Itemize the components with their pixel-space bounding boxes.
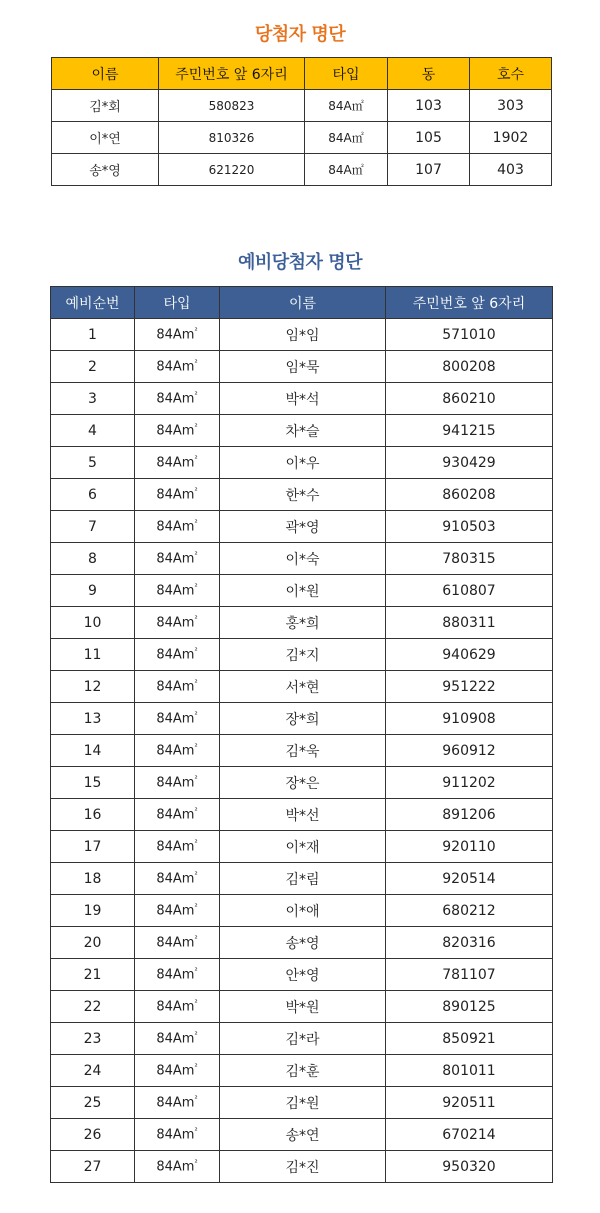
reserve-title: 예비당첨자 명단 [238,252,362,273]
reserve-name: 이*우 [220,447,386,479]
reserve-type-base: 84Am [156,615,195,631]
table-row [51,479,553,511]
reserve-type-sup: ² [194,870,198,880]
winners-header-id: 주민번호 앞 6자리 [159,58,305,90]
reserve-table [50,286,553,1183]
reserve-type-sup: ² [194,934,198,944]
table-row [51,671,553,703]
reserve-type-base: 84Am [156,775,195,791]
reserve-order: 19 [51,895,135,927]
winner-type: 84A㎡ [305,154,388,186]
reserve-type-sup: ² [194,486,198,496]
table-row [51,511,553,543]
reserve-type-sup: ² [194,550,198,560]
reserve-type-base: 84Am [156,327,195,343]
reserve-name: 김*훈 [220,1055,386,1087]
reserve-order: 5 [51,447,135,479]
reserve-order: 8 [51,543,135,575]
reserve-type-sup: ² [194,582,198,592]
winner-building: 103 [388,90,470,122]
reserve-id: 951222 [386,671,553,703]
reserve-name: 송*연 [220,1119,386,1151]
reserve-type [135,831,220,863]
reserve-type-base: 84Am [156,391,195,407]
reserve-type-base: 84Am [156,455,195,471]
reserve-type-sup: ² [194,902,198,912]
reserve-id: 781107 [386,959,553,991]
winners-header-unit: 호수 [470,58,552,90]
reserve-type-base: 84Am [156,1127,195,1143]
table-row [51,703,553,735]
reserve-id: 890125 [386,991,553,1023]
reserve-type [135,895,220,927]
winners-header-type: 타입 [305,58,388,90]
winner-unit: 403 [470,154,552,186]
reserve-type [135,671,220,703]
reserve-type-base: 84Am [156,1063,195,1079]
reserve-id: 950320 [386,1151,553,1183]
reserve-name: 김*욱 [220,735,386,767]
reserve-type [135,319,220,351]
reserve-header-row [51,287,553,319]
reserve-order: 3 [51,383,135,415]
reserve-type [135,735,220,767]
reserve-type-sup: ² [194,646,198,656]
reserve-id: 910503 [386,511,553,543]
reserve-type-sup: ² [194,1126,198,1136]
reserve-id: 911202 [386,767,553,799]
reserve-type [135,1119,220,1151]
reserve-name: 김*라 [220,1023,386,1055]
reserve-name: 장*은 [220,767,386,799]
reserve-order: 23 [51,1023,135,1055]
table-row [51,863,553,895]
reserve-type-sup: ² [194,774,198,784]
reserve-header-type: 타입 [135,287,220,319]
reserve-id: 920511 [386,1087,553,1119]
reserve-order: 9 [51,575,135,607]
reserve-name: 이*숙 [220,543,386,575]
reserve-type [135,863,220,895]
reserve-type-base: 84Am [156,839,195,855]
reserve-type-sup: ² [194,806,198,816]
table-row [51,415,553,447]
reserve-name: 이*원 [220,575,386,607]
reserve-order: 10 [51,607,135,639]
table-row [51,447,553,479]
reserve-id: 910908 [386,703,553,735]
winner-type: 84A㎡ [305,122,388,154]
reserve-name: 박*선 [220,799,386,831]
reserve-header-id: 주민번호 앞 6자리 [386,287,553,319]
reserve-order: 15 [51,767,135,799]
reserve-type-sup: ² [194,1094,198,1104]
winner-id: 810326 [159,122,305,154]
reserve-type-sup: ² [194,966,198,976]
reserve-name: 송*영 [220,927,386,959]
reserve-order: 13 [51,703,135,735]
table-row [51,319,553,351]
table-row [51,639,553,671]
reserve-order: 21 [51,959,135,991]
winners-header-name: 이름 [52,58,159,90]
table-row [51,831,553,863]
reserve-order: 22 [51,991,135,1023]
reserve-id: 860210 [386,383,553,415]
reserve-id: 880311 [386,607,553,639]
reserve-type-sup: ² [194,838,198,848]
reserve-type-base: 84Am [156,679,195,695]
reserve-type-base: 84Am [156,487,195,503]
reserve-type-sup: ² [194,614,198,624]
reserve-type [135,703,220,735]
winner-building: 105 [388,122,470,154]
reserve-id: 941215 [386,415,553,447]
reserve-type [135,607,220,639]
reserve-type [135,1087,220,1119]
winner-unit: 303 [470,90,552,122]
reserve-type [135,383,220,415]
reserve-type-base: 84Am [156,423,195,439]
reserve-type-base: 84Am [156,1095,195,1111]
reserve-type-base: 84Am [156,935,195,951]
reserve-type-sup: ² [194,422,198,432]
reserve-type-base: 84Am [156,583,195,599]
reserve-id: 960912 [386,735,553,767]
reserve-id: 800208 [386,351,553,383]
reserve-id: 820316 [386,927,553,959]
winner-building: 107 [388,154,470,186]
reserve-type-sup: ² [194,518,198,528]
reserve-id: 930429 [386,447,553,479]
reserve-name: 안*영 [220,959,386,991]
reserve-order: 4 [51,415,135,447]
reserve-name: 임*임 [220,319,386,351]
table-row [51,1151,553,1183]
winners-header-row [52,58,552,90]
reserve-id: 610807 [386,575,553,607]
reserve-type-sup: ² [194,678,198,688]
reserve-type [135,767,220,799]
reserve-name: 김*원 [220,1087,386,1119]
reserve-order: 2 [51,351,135,383]
reserve-type-base: 84Am [156,999,195,1015]
reserve-order: 26 [51,1119,135,1151]
reserve-name: 김*지 [220,639,386,671]
reserve-type [135,575,220,607]
table-row [51,735,553,767]
table-row [51,1119,553,1151]
reserve-type [135,447,220,479]
reserve-order: 16 [51,799,135,831]
reserve-type-sup: ² [194,1062,198,1072]
reserve-order: 20 [51,927,135,959]
reserve-header-order: 예비순번 [51,287,135,319]
table-row [51,607,553,639]
reserve-type [135,927,220,959]
reserve-order: 1 [51,319,135,351]
winner-id: 580823 [159,90,305,122]
table-row [51,1087,553,1119]
reserve-type [135,799,220,831]
reserve-id: 780315 [386,543,553,575]
reserve-type [135,479,220,511]
reserve-type [135,991,220,1023]
reserve-type-sup: ² [194,326,198,336]
reserve-id: 571010 [386,319,553,351]
winner-name: 송*영 [52,154,159,186]
winners-header-building: 동 [388,58,470,90]
reserve-type-base: 84Am [156,519,195,535]
reserve-type [135,1055,220,1087]
table-row [51,959,553,991]
table-row [52,154,552,186]
reserve-type-sup: ² [194,1030,198,1040]
table-row [51,927,553,959]
reserve-order: 17 [51,831,135,863]
reserve-type [135,543,220,575]
reserve-order: 27 [51,1151,135,1183]
reserve-type-base: 84Am [156,967,195,983]
reserve-header-name: 이름 [220,287,386,319]
reserve-order: 7 [51,511,135,543]
reserve-type-base: 84Am [156,871,195,887]
reserve-type-sup: ² [194,742,198,752]
reserve-order: 18 [51,863,135,895]
winners-table [51,57,552,186]
reserve-order: 25 [51,1087,135,1119]
reserve-order: 6 [51,479,135,511]
reserve-type-sup: ² [194,710,198,720]
reserve-type-sup: ² [194,358,198,368]
reserve-type [135,415,220,447]
reserve-type [135,1023,220,1055]
reserve-id: 920514 [386,863,553,895]
reserve-name: 이*재 [220,831,386,863]
reserve-type-base: 84Am [156,807,195,823]
table-row [52,90,552,122]
reserve-type-base: 84Am [156,647,195,663]
reserve-name: 박*석 [220,383,386,415]
reserve-type [135,639,220,671]
table-row [51,767,553,799]
winner-unit: 1902 [470,122,552,154]
reserve-type-base: 84Am [156,743,195,759]
winner-type: 84A㎡ [305,90,388,122]
table-row [51,575,553,607]
table-row [51,383,553,415]
table-row [51,1055,553,1087]
table-row [52,122,552,154]
reserve-id: 920110 [386,831,553,863]
reserve-name: 한*수 [220,479,386,511]
reserve-type-sup: ² [194,1158,198,1168]
reserve-type-base: 84Am [156,551,195,567]
reserve-id: 680212 [386,895,553,927]
table-row [51,543,553,575]
reserve-type-sup: ² [194,998,198,1008]
table-row [51,991,553,1023]
reserve-name: 차*슬 [220,415,386,447]
table-row [51,895,553,927]
reserve-id: 940629 [386,639,553,671]
reserve-name: 임*묵 [220,351,386,383]
reserve-type-base: 84Am [156,711,195,727]
table-row [51,799,553,831]
table-row [51,351,553,383]
reserve-order: 11 [51,639,135,671]
reserve-order: 24 [51,1055,135,1087]
reserve-type-base: 84Am [156,903,195,919]
winner-id: 621220 [159,154,305,186]
reserve-id: 891206 [386,799,553,831]
reserve-name: 서*현 [220,671,386,703]
winner-name: 이*연 [52,122,159,154]
reserve-type-base: 84Am [156,1031,195,1047]
reserve-name: 장*희 [220,703,386,735]
reserve-id: 801011 [386,1055,553,1087]
reserve-type [135,1151,220,1183]
winner-name: 김*회 [52,90,159,122]
reserve-id: 670214 [386,1119,553,1151]
reserve-name: 곽*영 [220,511,386,543]
reserve-type [135,351,220,383]
winners-title: 당첨자 명단 [254,24,346,45]
reserve-name: 박*원 [220,991,386,1023]
reserve-type-sup: ² [194,454,198,464]
reserve-type [135,511,220,543]
reserve-body [51,319,553,1183]
reserve-name: 이*애 [220,895,386,927]
reserve-order: 12 [51,671,135,703]
reserve-name: 김*진 [220,1151,386,1183]
reserve-type-sup: ² [194,390,198,400]
reserve-type [135,959,220,991]
reserve-id: 850921 [386,1023,553,1055]
table-row [51,1023,553,1055]
reserve-type-base: 84Am [156,359,195,375]
reserve-id: 860208 [386,479,553,511]
reserve-name: 홍*희 [220,607,386,639]
reserve-type-base: 84Am [156,1159,195,1175]
reserve-name: 김*림 [220,863,386,895]
reserve-order: 14 [51,735,135,767]
